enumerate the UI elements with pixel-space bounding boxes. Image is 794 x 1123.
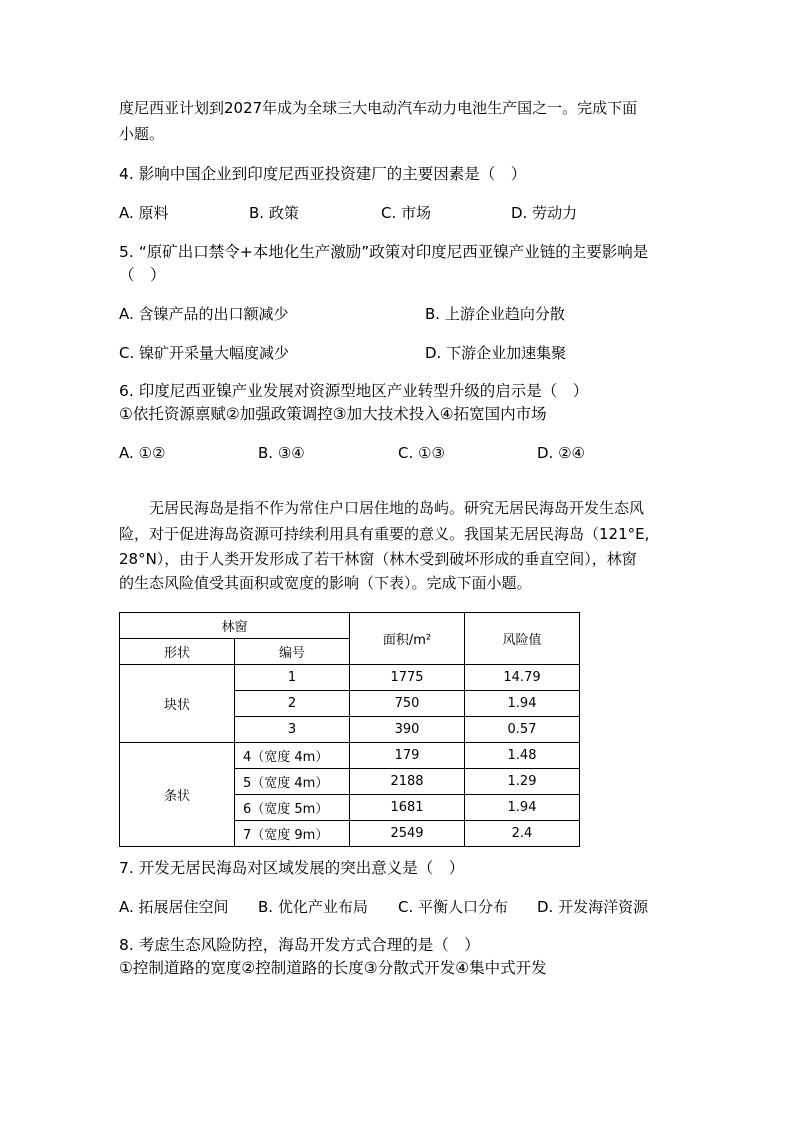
cell-area: 1681	[350, 795, 465, 821]
question-5-stem-line-2: （ ）	[119, 266, 166, 284]
cell-number: 4（宽度 4m）	[235, 743, 350, 769]
cell-area: 2549	[350, 821, 465, 847]
q5-option-d[interactable]: D. 下游企业加速集聚	[425, 344, 567, 362]
cell-risk: 1.29	[465, 769, 580, 795]
table-header-row	[120, 613, 580, 639]
header-number: 编号	[235, 639, 350, 665]
q5-option-b[interactable]: B. 上游企业趋向分散	[425, 305, 565, 323]
question-5-stem-line-1: 5. “原矿出口禁令+本地化生产激励”政策对印度尼西亚镍产业链的主要影响是	[119, 243, 649, 261]
q5-option-c[interactable]: C. 镍矿开采量大幅度减少	[119, 344, 290, 362]
cell-area: 750	[350, 691, 465, 717]
question-8-stem: 8. 考虑生态风险防控，海岛开发方式合理的是（ ）	[119, 936, 480, 954]
q4-option-d[interactable]: D. 劳动力	[511, 204, 578, 222]
cell-number: 3	[235, 717, 350, 743]
header-area: 面积/m²	[350, 613, 465, 665]
intro-line-1: 度尼西亚计划到2027年成为全球三大电动汽车动力电池生产国之一。完成下面	[119, 99, 638, 117]
question-6-stem: 6. 印度尼西亚镍产业发展对资源型地区产业转型升级的启示是（ ）	[119, 382, 589, 400]
question-8-items: ①控制道路的宽度②控制道路的长度③分散式开发④集中式开发	[119, 959, 547, 977]
forest-gap-table	[119, 612, 580, 847]
q4-option-a[interactable]: A. 原料	[119, 204, 169, 222]
cell-number: 6（宽度 5m）	[235, 795, 350, 821]
table-row	[120, 665, 580, 691]
q4-option-b[interactable]: B. 政策	[249, 204, 299, 222]
cell-area: 390	[350, 717, 465, 743]
passage-line-1: 无居民海岛是指不作为常住户口居住地的岛屿。研究无居民海岛开发生态风	[149, 499, 645, 517]
question-6-items: ①依托资源禀赋②加强政策调控③加大技术投入④拓宽国内市场	[119, 405, 547, 423]
q7-option-a[interactable]: A. 拓展居住空间	[119, 898, 229, 916]
cell-risk: 1.94	[465, 691, 580, 717]
passage-line-3: 28°N），由于人类开发形成了若干林窗（林木受到破坏形成的垂直空间），林窗	[119, 550, 637, 568]
cell-risk: 2.4	[465, 821, 580, 847]
passage-line-2: 险，对于促进海岛资源可持续利用具有重要的意义。我国某无居民海岛（121°E,	[119, 525, 650, 543]
cell-number: 5（宽度 4m）	[235, 769, 350, 795]
header-forest-gap: 林窗	[120, 613, 350, 639]
cell-area: 2188	[350, 769, 465, 795]
cell-risk: 1.94	[465, 795, 580, 821]
q6-option-d[interactable]: D. ②④	[537, 444, 585, 462]
table-row	[120, 743, 580, 769]
cell-risk: 0.57	[465, 717, 580, 743]
question-4-stem: 4. 影响中国企业到印度尼西亚投资建厂的主要因素是（ ）	[119, 165, 527, 183]
q7-option-b[interactable]: B. 优化产业布局	[258, 898, 368, 916]
cell-area: 179	[350, 743, 465, 769]
cell-area: 1775	[350, 665, 465, 691]
intro-line-2: 小题。	[119, 125, 165, 143]
cell-risk: 1.48	[465, 743, 580, 769]
cell-number: 7（宽度 9m）	[235, 821, 350, 847]
q5-option-a[interactable]: A. 含镍产品的出口额减少	[119, 305, 289, 323]
q6-option-a[interactable]: A. ①②	[119, 444, 166, 462]
header-risk: 风险值	[465, 613, 580, 665]
q6-option-c[interactable]: C. ①③	[398, 444, 445, 462]
q7-option-c[interactable]: C. 平衡人口分布	[398, 898, 509, 916]
question-7-stem: 7. 开发无居民海岛对区域发展的突出意义是（ ）	[119, 859, 465, 877]
cell-risk: 14.79	[465, 665, 580, 691]
shape-strip: 条状	[120, 743, 235, 847]
cell-number: 2	[235, 691, 350, 717]
shape-block: 块状	[120, 665, 235, 743]
header-shape: 形状	[120, 639, 235, 665]
q6-option-b[interactable]: B. ③④	[258, 444, 305, 462]
q7-option-d[interactable]: D. 开发海洋资源	[537, 898, 649, 916]
q4-option-c[interactable]: C. 市场	[381, 204, 432, 222]
cell-number: 1	[235, 665, 350, 691]
passage-line-4: 的生态风险值受其面积或宽度的影响（下表）。完成下面小题。	[119, 574, 532, 592]
